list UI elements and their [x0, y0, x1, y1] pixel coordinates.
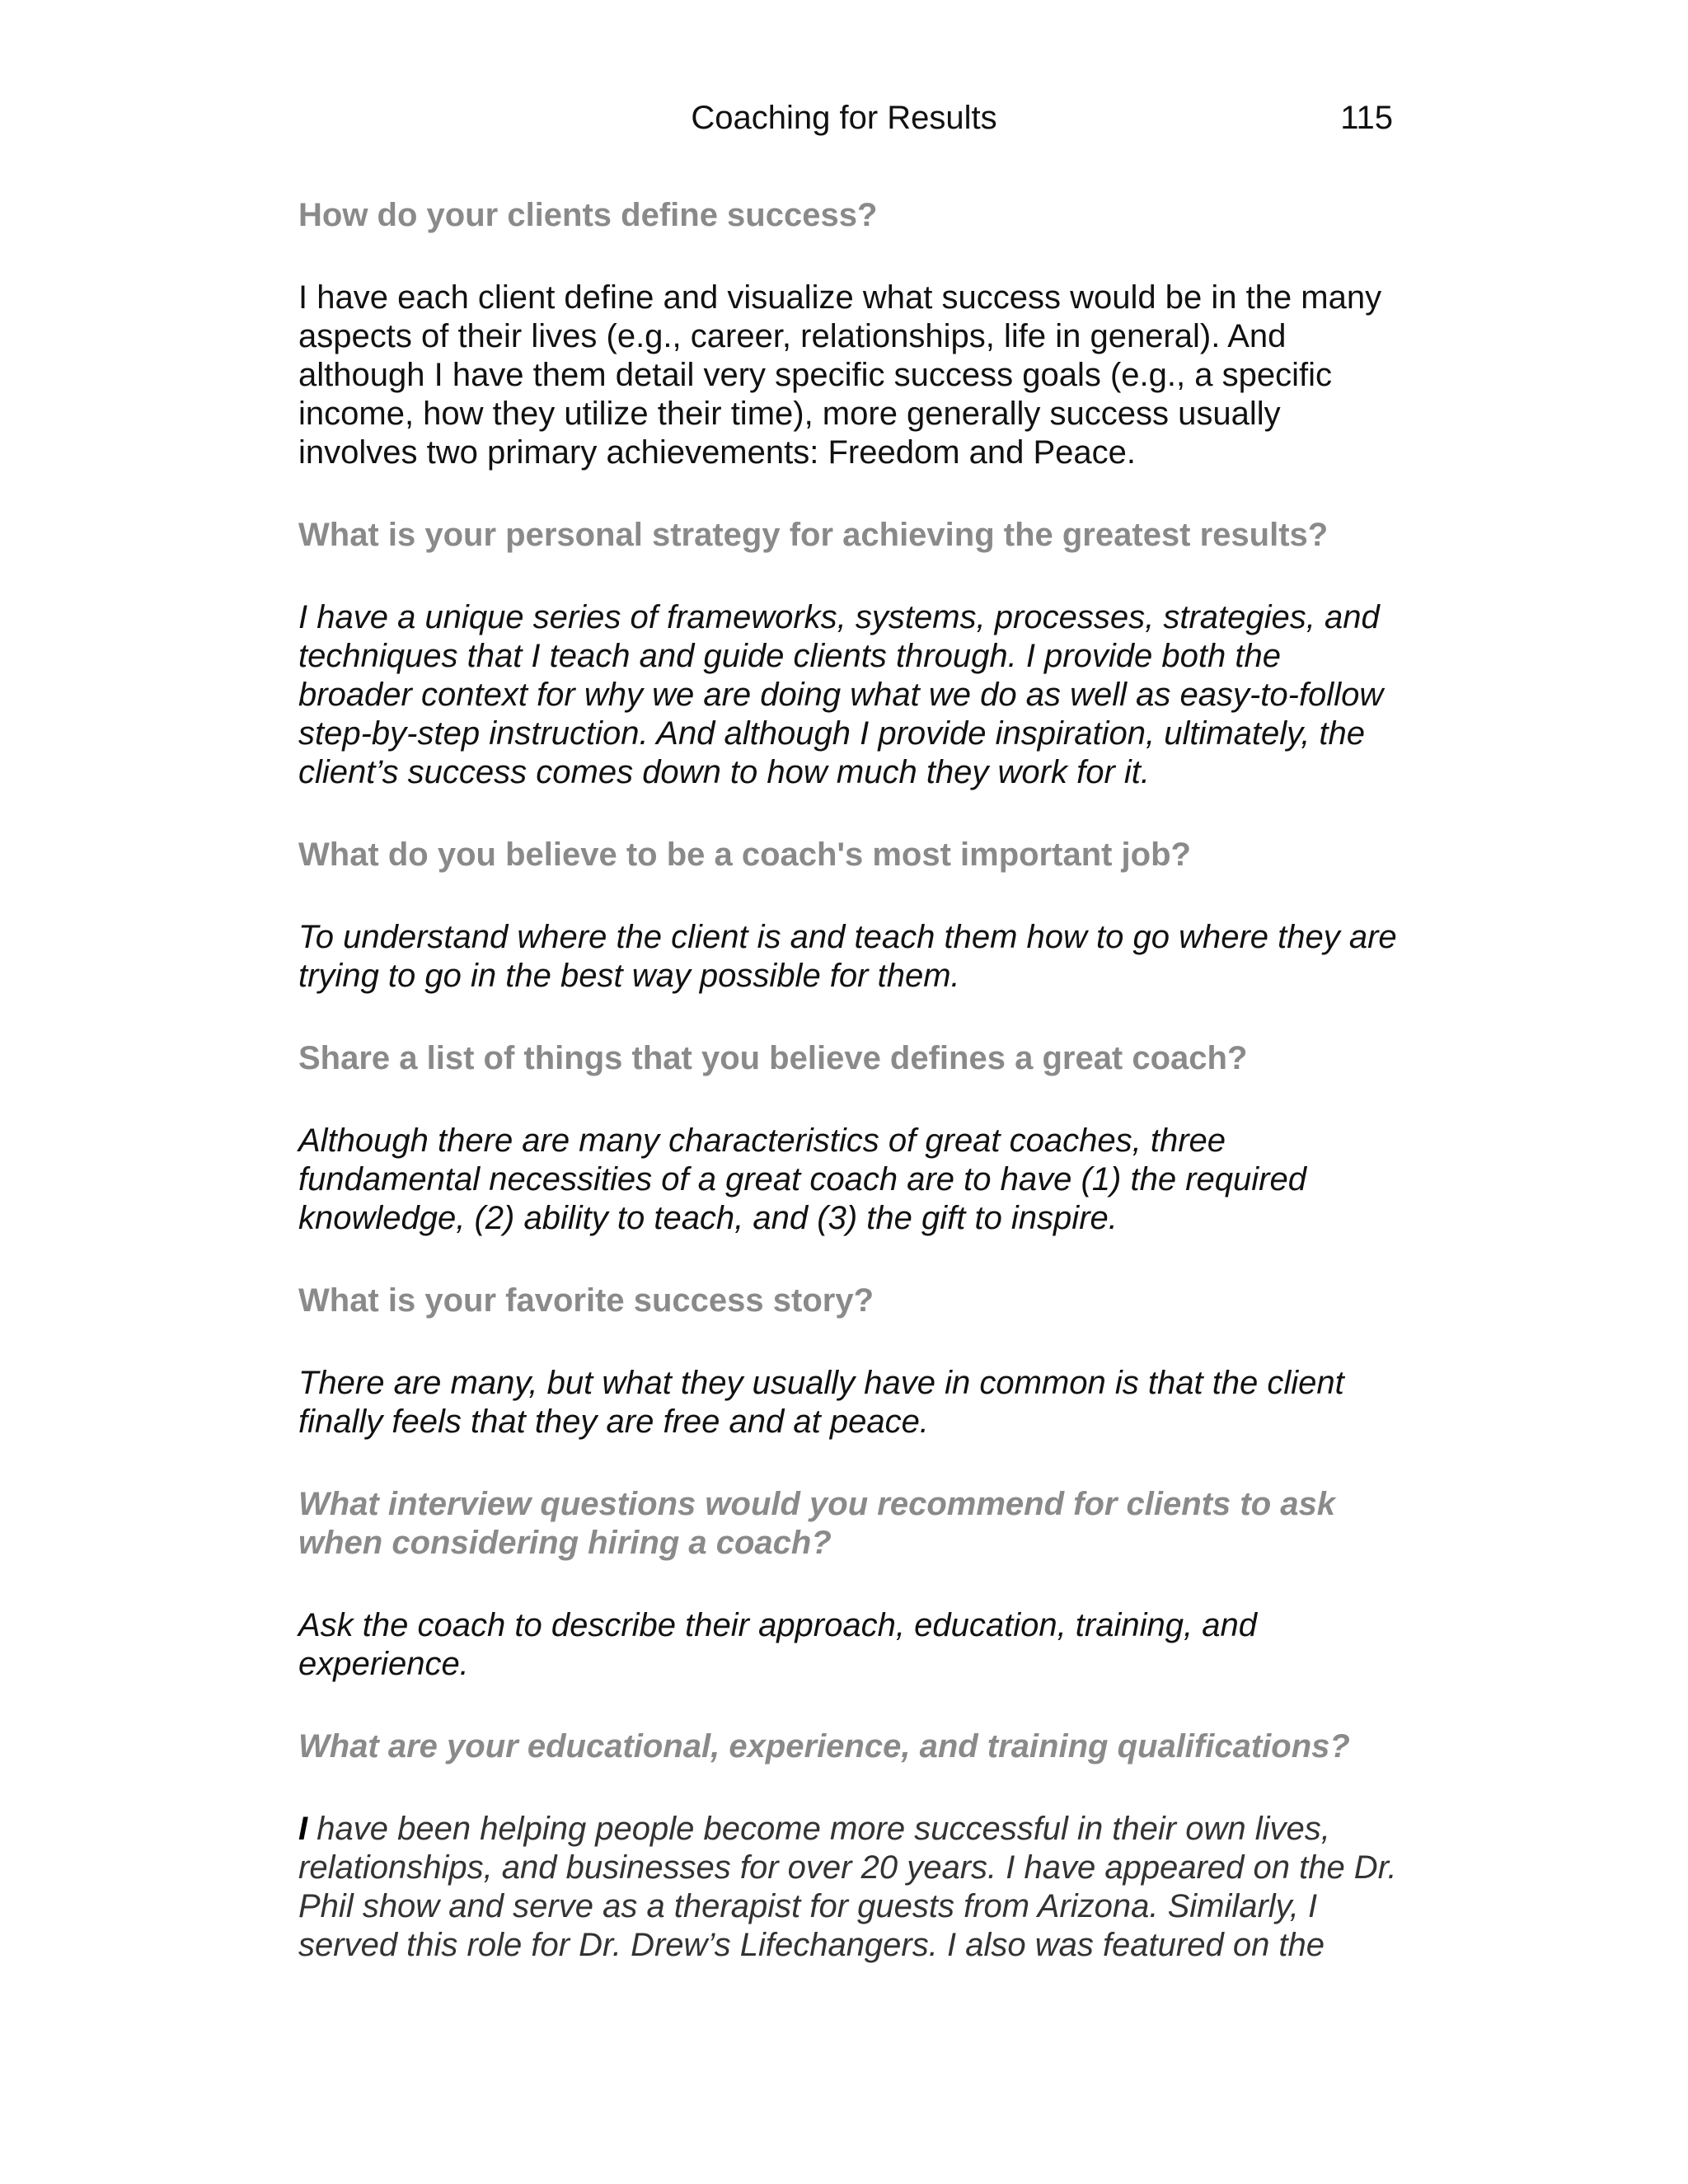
question-3: What do you believe to be a coach's most important job?: [298, 837, 1191, 873]
answer-7-text: have been helping people become more successful in their own lives, relationships, and businesses for over 20 years. I have appeared on the Dr. Phil show and serve as a therapist for guests from Arizona. Similarly, I served this role for Dr. Drew’s Lifechangers. I also was featured on the: [298, 1811, 1397, 1963]
page-number: 115: [1340, 100, 1393, 136]
question-5: What is your favorite success story?: [298, 1282, 874, 1319]
interview-content: [298, 196, 1400, 1965]
running-header-title: Coaching for Results: [691, 100, 997, 136]
answer-4: Although there are many characteristics of great coaches, three fundamental necessities of a great coach are to have (1) the required knowledge, (2) ability to teach, and (3) the gift to inspire.: [298, 1122, 1306, 1236]
answer-5: There are many, but what they usually have in common is that the client finally feels that they are free and at peace.: [298, 1365, 1344, 1440]
question-1: How do your clients define success?: [298, 197, 878, 233]
answer-2: I have a unique series of frameworks, systems, processes, strategies, and techniques that I teach and guide clients through. I provide both the broader context for why we are doing what we do as well as easy-to-follow step-by-step instruction. And although I provide inspiration, ultimately, the client’s success comes down to how much they work for it.: [298, 599, 1384, 790]
answer-3: To understand where the client is and teach them how to go where they are trying to go in the best way possible for them.: [298, 919, 1397, 994]
answer-6: Ask the coach to describe their approach, education, training, and experience.: [298, 1607, 1257, 1682]
question-6: What interview questions would you recommend for clients to ask when considering hiring a coach?: [298, 1486, 1335, 1561]
question-7: What are your educational, experience, and training qualifications?: [298, 1728, 1350, 1765]
question-2: What is your personal strategy for achieving the greatest results?: [298, 517, 1329, 553]
answer-7-lead: I: [298, 1811, 308, 1847]
answer-7: [298, 1810, 1400, 1965]
question-4: Share a list of things that you believe defines a great coach?: [298, 1040, 1248, 1076]
answer-1: I have each client define and visualize what success would be in the many aspects of their lives (e.g., career, relationships, life in general). And although I have them detail very specific success goals (e.g., a specific income, how they utilize their time), more generally success usually involves two primary achievements: Freedom and Peace.: [298, 279, 1382, 471]
